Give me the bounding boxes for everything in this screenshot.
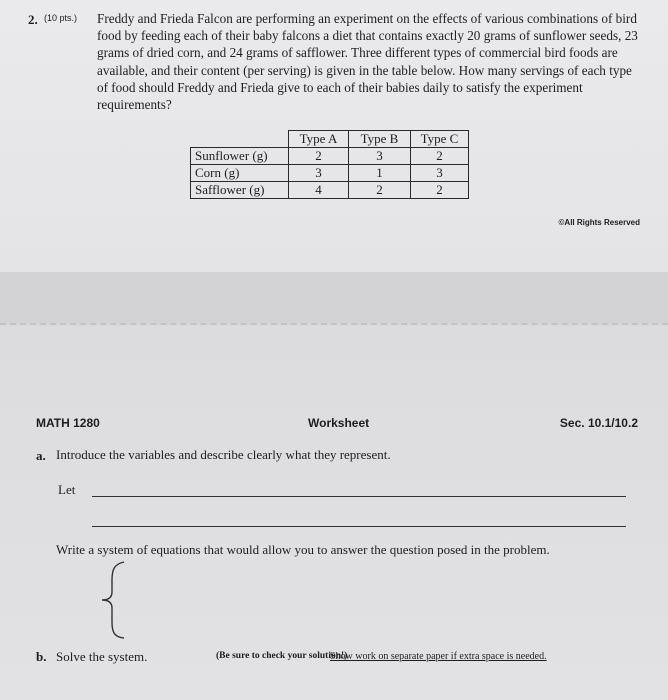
answer-line-2[interactable] bbox=[92, 526, 626, 527]
bird-food-table bbox=[190, 130, 469, 199]
table-cell: 2 bbox=[349, 182, 411, 199]
part-b-label: b. bbox=[36, 649, 47, 664]
table-cell: 4 bbox=[289, 182, 349, 199]
column-header-type-c: Type C bbox=[411, 131, 469, 148]
part-b-check-note: (Be sure to check your solution!) bbox=[216, 651, 348, 661]
course-name: MATH 1280 bbox=[36, 416, 100, 430]
row-label-sunflower: Sunflower (g) bbox=[191, 148, 289, 165]
section-number: Sec. 10.1/10.2 bbox=[559, 416, 638, 430]
row-label-safflower: Safflower (g) bbox=[191, 182, 289, 199]
table-corner-cell bbox=[191, 131, 289, 148]
table-row bbox=[191, 165, 469, 182]
left-brace-icon bbox=[98, 560, 128, 640]
perforation-line bbox=[0, 323, 668, 325]
top-page bbox=[0, 0, 668, 272]
answer-line-1[interactable] bbox=[92, 496, 626, 497]
column-header-type-a: Type A bbox=[289, 131, 349, 148]
table-cell: 3 bbox=[289, 165, 349, 182]
system-instruction: Write a system of equations that would allow you to answer the question posed in the problem. bbox=[56, 542, 550, 557]
worksheet-title: Worksheet bbox=[308, 416, 370, 430]
part-b-instruction: Solve the system. bbox=[56, 649, 148, 664]
table-cell: 2 bbox=[411, 182, 469, 199]
part-b-extra-space-note: Show work on separate paper if extra space is needed. bbox=[330, 651, 547, 662]
table-row bbox=[191, 148, 469, 165]
table-cell: 2 bbox=[289, 148, 349, 165]
column-header-type-b: Type B bbox=[349, 131, 411, 148]
part-a-label: a. bbox=[36, 448, 46, 463]
row-label-corn: Corn (g) bbox=[191, 165, 289, 182]
bottom-page bbox=[0, 326, 668, 700]
table-cell: 2 bbox=[411, 148, 469, 165]
question-text: Freddy and Frieda Falcon are performing an experiment on the effects of various combinations of bird food by feeding each of their baby falcons a diet that contains exactly 20 grams of sunflower seeds, 23 grams of dried corn, and 24 grams of safflower. Three different types of commercial bird foods are available, and their content (per serving) is given in the table below. How many servings of each type of food should Freddy and Frieda give to each of their babies daily to satisfy the experiment requirements? bbox=[97, 11, 638, 113]
rights-reserved-notice: ©All Rights Reserved bbox=[558, 218, 640, 227]
question-number: 2. bbox=[28, 12, 38, 27]
table-cell: 3 bbox=[411, 165, 469, 182]
page-gap bbox=[0, 272, 668, 324]
table-cell: 3 bbox=[349, 148, 411, 165]
question-points: (10 pts.) bbox=[44, 13, 78, 23]
table-row bbox=[191, 182, 469, 199]
table-cell: 1 bbox=[349, 165, 411, 182]
table-header-row bbox=[191, 131, 469, 148]
let-label: Let bbox=[58, 482, 76, 497]
part-a-instruction: Introduce the variables and describe clearly what they represent. bbox=[56, 447, 391, 462]
